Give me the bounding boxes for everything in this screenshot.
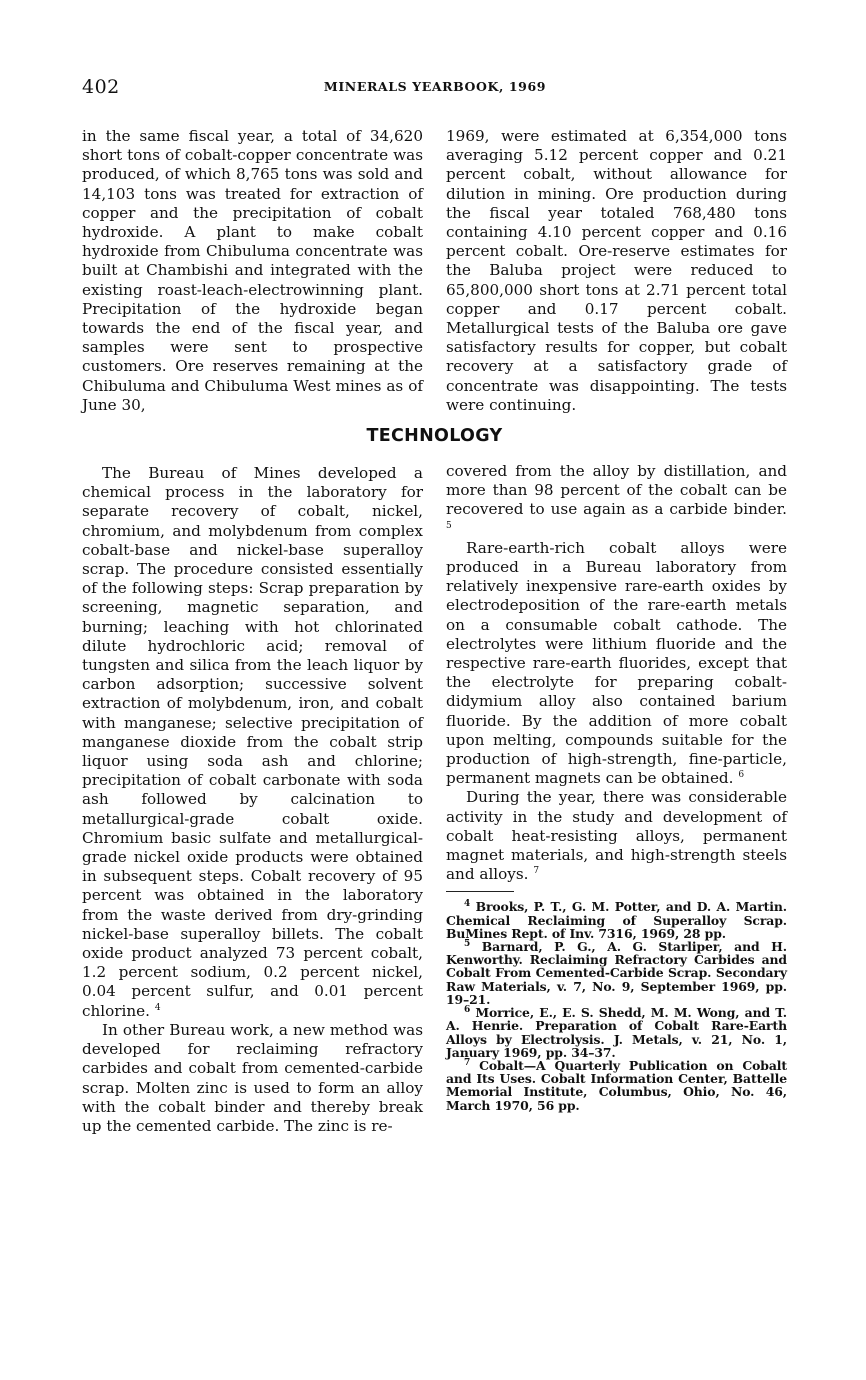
- top-left-column: [82, 127, 423, 415]
- top-right-paragraph: 1969, were estimated at 6,354,000 tons averaging 5.12 percent copper and 0.21 percent cobalt, without allowance for dilution in mining. Ore production during the fiscal year totaled 768,480 tons containing 4.10 percent copper and 0.16 percent cobalt. Ore-reserve estimates for the Baluba project were reduced to 65,800,000 short tons at 2.71 percent total copper and 0.17 percent cobalt. Metallurgical tests of the Baluba ore gave satisfactory results for copper, but cobalt recovery at a satisfactory grade of concentrate was disappointing. The tests were continuing.: [446, 127, 787, 414]
- footnote-text: Cobalt—A Quarterly Publication on Cobalt and Its Uses. Cobalt Information Center, Battelle Memorial Institute, Columbus, Ohio, No. 46, March 1970, 56 pp.: [446, 1057, 787, 1113]
- footnote-text: Morrice, E., E. S. Shedd, M. M. Wong, and T. A. Henrie. Preparation of Cobalt Rare-Earth Alloys by Electrolysis. J. Metals, v. 21, No. 1, January 1969, pp. 34–37.: [446, 1005, 787, 1060]
- top-left-paragraph: in the same fiscal year, a total of 34,620 short tons of cobalt-copper concentrate was produced, of which 8,765 tons was sold and 14,103 tons was treated for extraction of copper and the precipitation of cobalt hydroxide. A plant to make cobalt hydroxide from Chibuluma concentrate was built at Chambishi and integrated with the existing roast-leach-electrowinning plant. Precipitation of the hydroxide began towards the end of the fiscal year, and samples were sent to prospective customers. Ore reserves remaining at the Chibuluma and Chibuluma West mines as of June 30,: [82, 127, 423, 414]
- footnote-text: Barnard, P. G., A. G. Starliper, and H. Kenworthy. Reclaiming Refractory Carbides and Cobalt From Cemented-Carbide Scrap. Secondary Raw Materials, v. 7, No. 9, September 1969, pp. 19–21.: [446, 939, 787, 1007]
- running-title: MINERALS YEARBOOK, 1969: [323, 79, 547, 94]
- technology-left-column: [82, 464, 423, 1136]
- footnote: [446, 1059, 787, 1112]
- footnote-ref: 5: [446, 520, 452, 531]
- paragraph-text: Rare-earth-rich cobalt alloys were produced in a Bureau laboratory from relatively inexpensive rare-earth oxides by electrodeposition of the rare-earth metals on a consumable cobalt cathode. The electrolytes were lithium fluoride and the respective rare-earth fluorides, except that the electrolyte for preparing cobalt-didymium alloy also contained barium fluoride. By the addition of more cobalt upon melting, compounds suitable for the production of high-strength, fine-particle, permanent magnets can be obtained.: [446, 538, 787, 788]
- paragraph-text: During the year, there was considerable activity in the study and development of cobalt heat-resisting alloys, permanent magnet materials, and high-strength steels and alloys.: [446, 788, 787, 884]
- paragraph-text: covered from the alloy by distillation, and more than 98 percent of the cobalt can be recovered to use again as a carbide binder.: [446, 462, 787, 519]
- technology-right-column: [446, 462, 787, 1112]
- paragraph-cemented-carbide: [82, 1021, 423, 1136]
- paragraph-activity: [446, 788, 787, 884]
- section-heading: TECHNOLOGY: [366, 426, 503, 446]
- footnote: [446, 1006, 787, 1059]
- paragraph-superalloy-scrap: [82, 464, 423, 1021]
- footnote-divider: [446, 891, 514, 892]
- footnote-number: 4: [464, 899, 471, 910]
- footnote-number: 6: [464, 1004, 471, 1015]
- footnote-ref: 7: [533, 866, 540, 877]
- paragraph-rare-earth-alloys: [446, 539, 787, 789]
- footnote-number: 5: [464, 938, 471, 949]
- footnote-number: 7: [464, 1057, 471, 1068]
- footnote-text: Brooks, P. T., G. M. Potter, and D. A. Martin. Chemical Reclaiming of Superalloy Scrap. BuMines Rept. of Inv. 7316, 1969, 28 pp.: [446, 899, 787, 941]
- paragraph-text: In other Bureau work, a new method was developed for reclaiming refractory carbides and cobalt from cemented-carbide scrap. Molten zinc is used to form an alloy with the cobalt binder and thereby break up the cemented carbide. The zinc is re-: [82, 1020, 423, 1135]
- footnote: [446, 900, 787, 940]
- footnotes: [446, 900, 787, 1111]
- footnote-ref: 4: [154, 1002, 161, 1013]
- top-right-column: [446, 127, 787, 415]
- footnote-ref: 6: [738, 770, 745, 781]
- paragraph-text: The Bureau of Mines developed a chemical process in the laboratory for separate recovery of cobalt, nickel, chromium, and molybdenum from complex cobalt-base and nickel-base superalloy scrap. The procedure consisted essentially of the following steps: Scrap preparation by screening, magnetic separation, and burning; leaching with hot chlorinated dilute hydrochloric acid; removal of tungsten and silica from the leach liquor by carbon adsorption; successive solvent extraction of molybdenum, iron, and cobalt with manganese; selective precipitation of manganese dioxide from the cobalt strip liquor using soda ash and chlorine; precipitation of cobalt carbonate with soda ash followed by calcination to metallurgical-grade cobalt oxide. Chromium basic sulfate and metallurgical-grade nickel oxide products were obtained in subsequent steps. Cobalt recovery of 95 percent was obtained in the laboratory from the waste derived from dry-grinding nickel-base superalloy billets. The cobalt oxide product analyzed 73 percent cobalt, 1.2 percent sodium, 0.2 percent nickel, 0.04 percent sulfur, and 0.01 percent chlorine.: [82, 464, 423, 1020]
- page-number: 402: [82, 76, 120, 98]
- paragraph-zinc-recovery: [446, 462, 787, 539]
- footnote: [446, 940, 787, 1006]
